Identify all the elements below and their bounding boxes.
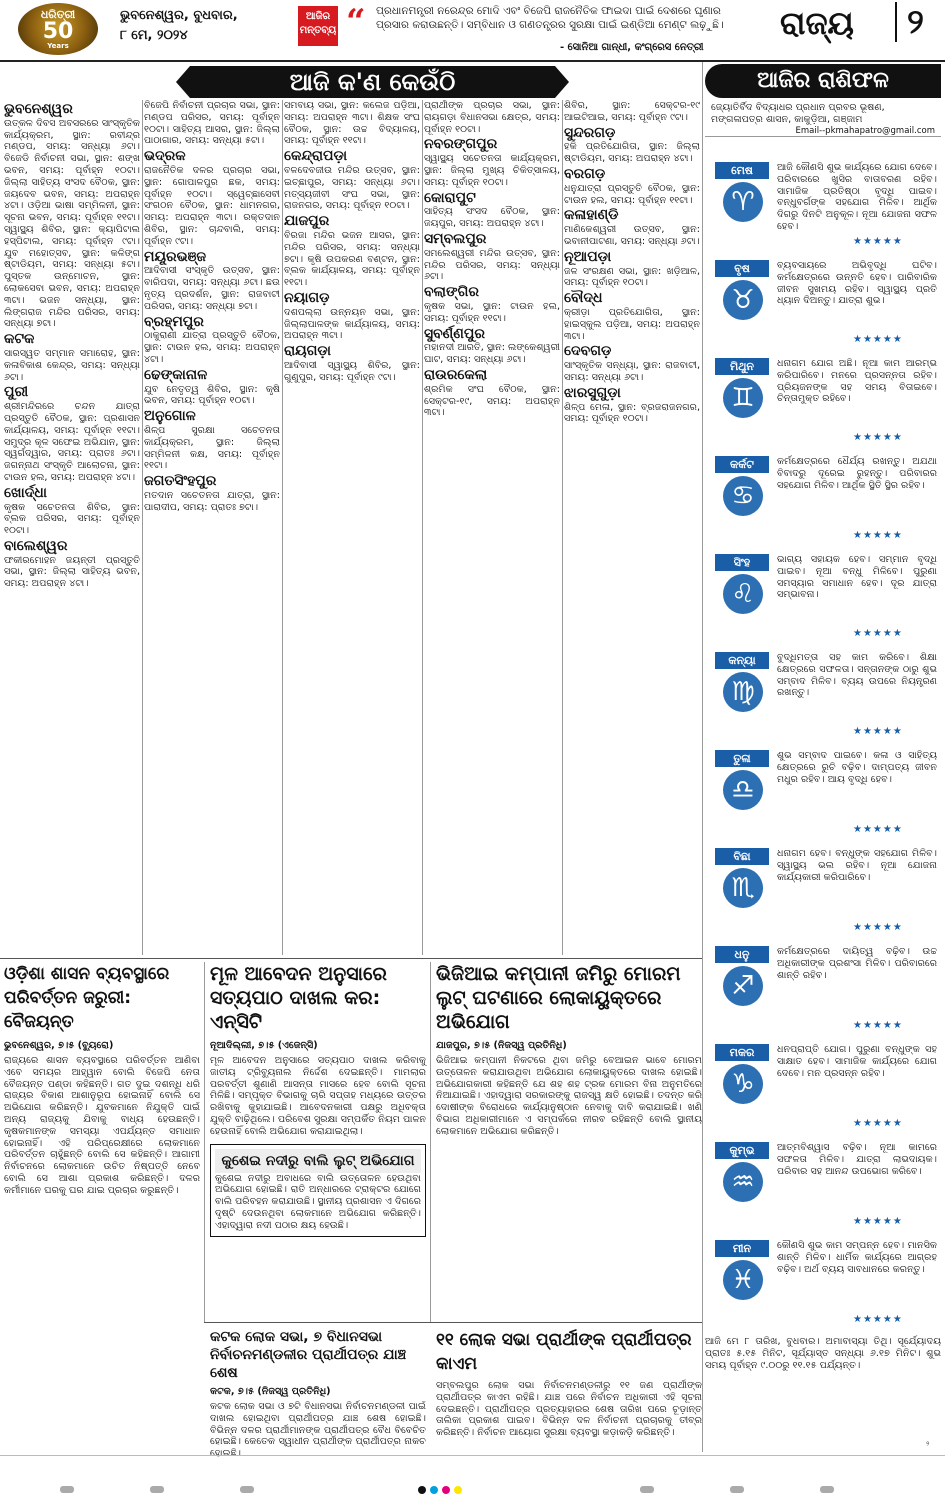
logo-years: Years: [47, 42, 69, 50]
story-body: ରାଜ୍ୟରେ ଶାସନ ବ୍ୟବସ୍ଥାରେ ପରିବର୍ତ୍ତନ ଆଣିବା ଏବେ ସମୟର ଆହ୍ୱାନ ବୋଲି ବିଜେପି ନେତା ବୈଜୟନ୍ତ ପଣ୍ଡା କହିଛନ୍ତି। ଗତ ଦୁଇ ଦଶନ୍ଧି ଧରି ରାଜ୍ୟର ବିକାଶ ଆଶାନୁରୂପ ହୋଇନାହିଁ ବୋଲି ସେ ଅଭିଯୋଗ କରିଛନ୍ତି। ଯୁବକମାନେ ନିଯୁକ୍ତି ପାଇଁ ଅନ୍ୟ ରାଜ୍ୟକୁ ଯିବାକୁ ବାଧ୍ୟ ହେଉଛନ୍ତି। କୃଷକମାନଙ୍କ ସମସ୍ୟା ଏପର୍ଯ୍ୟନ୍ତ ସମାଧାନ ହୋଇନାହିଁ। ଏହି ପରିପ୍ରେକ୍ଷୀରେ ଲୋକମାନେ ପରିବର୍ତ୍ତନ ଚାହୁଁଛନ୍ତି ବୋଲି ସେ କହିଛନ୍ତି। ଆଗାମୀ ନିର୍ବାଚନରେ ଲୋକମାନେ ଉଚିତ ନିଷ୍ପତ୍ତି ନେବେ ବୋଲି ସେ ଆଶା ପ୍ରକାଶ କରିଛନ୍ତି। ଦଳର କର୍ମୀମାନେ ଘରକୁ ଘର ଯାଇ ପ୍ରଚାର କରୁଛନ୍ତି।: [4, 1055, 200, 1196]
listing-column: [424, 100, 560, 955]
event-listing: [4, 100, 700, 955]
event-entry: କୃଷକ ସଚେତନତା ଶିବିର, ସ୍ଥାନ: ବ୍ଲକ ପରିସର, ସମୟ: ପୂର୍ବାହ୍ନ ୧୦ଟା।: [4, 501, 140, 537]
zodiac-forecast: ଧନାଗମ ଯୋଗ ଅଛି। ନୂଆ କାମ ଆରମ୍ଭ କରିପାରିବେ। ମନରେ ପ୍ରସନ୍ନତା ରହିବ। ପ୍ରିୟଜନଙ୍କ ସହ ସମୟ ବିତାଇବେ। ଚିନ୍ତାମୁକ୍ତ ରହିବେ।: [777, 358, 937, 405]
zodiac-entry: [705, 750, 941, 844]
event-entry: ଶିଳ୍ପ ମେଳା, ସ୍ଥାନ: ବ୍ରଜରାଜନଗର, ସମୟ: ପୂର୍ବାହ୍ନ ୧୦ଟା।: [564, 401, 700, 425]
event-entry: ସାରସ୍ୱତ ସମ୍ମାନ ସମାରୋହ, ସ୍ଥାନ: କଳାବିକାଶ କେନ୍ଦ୍ର, ସମୟ: ସନ୍ଧ୍ୟା ୬ଟା।: [4, 347, 140, 383]
rating-stars-icon: ★★★★★: [853, 1216, 903, 1227]
rating-stars-icon: ★★★★★: [853, 334, 903, 345]
date-line-1: ଭୁବନେଶ୍ୱର, ବୁଧବାର,: [120, 8, 238, 23]
zodiac-sign-icon: ♒: [723, 1162, 763, 1202]
district-heading: ବ୍ରହ୍ମପୁର: [144, 313, 204, 330]
listing-banner: ଆଜି କ'ଣ କେଉଁଠି: [190, 66, 555, 98]
section-rule: [204, 1322, 702, 1323]
story-body: ମୂଳ ଆବେଦନ ଅନୁସାରେ ସତ୍ୟପାଠ ଦାଖଲ କରିବାକୁ ଜାତୀୟ ଟ୍ରିବ୍ୟୁନାଲ ନିର୍ଦ୍ଦେଶ ଦେଇଛନ୍ତି। ମାମଲାର ପରବର୍ତ୍ତୀ ଶୁଣାଣି ଆସନ୍ତା ମାସରେ ହେବ ବୋଲି ସୂଚନା ମିଳିଛି। ସମ୍ପୃକ୍ତ ବିଭାଗକୁ ଚାରି ସପ୍ତାହ ମଧ୍ୟରେ ଉତ୍ତର ରଖିବାକୁ କୁହାଯାଇଛି। ଆବେଦନକାରୀ ପକ୍ଷରୁ ଅଧିବକ୍ତା ଯୁକ୍ତି ବାଢ଼ିଥିଲେ। ପରିବେଶ ସୁରକ୍ଷା ସମ୍ପର୍କିତ ନିୟମ ପାଳନ ହେଉନାହିଁ ବୋଲି ଅଭିଯୋଗ କରାଯାଇଥିଲା।: [210, 1055, 426, 1137]
quote-tag: ଆଜିର ମନ୍ତବ୍ୟ: [298, 6, 338, 46]
event-entry: କ୍ରୀଡ଼ା ପ୍ରତିଯୋଗିତା, ସ୍ଥାନ: ହାଇସ୍କୁଲ ପଡ଼ିଆ, ସମୟ: ଅପରାହ୍ନ ୩ଟା।: [564, 306, 700, 342]
rating-stars-icon: ★★★★★: [853, 824, 903, 835]
story-body: କୁଶେଇ ନଦୀରୁ ଅବାଧରେ ବାଲି ଉତ୍ତୋଳନ ହେଉଥିବା ଅଭିଯୋଗ ହୋଇଛି। ରାତି ଅନ୍ଧାରରେ ଟ୍ରାକ୍ଟର ଯୋଗେ ବାଲି ପରିବହନ କରାଯାଉଛି। ସ୍ଥାନୀୟ ପ୍ରଶାସନ ଏ ଦିଗରେ ଦୃଷ୍ଟି ଦେଉନଥିବା ଲୋକମାନେ ଅଭିଯୋଗ କରିଛନ୍ତି। ଏହାଦ୍ୱାରା ନଦୀ ପଠାର କ୍ଷୟ ହେଉଛି।: [215, 1172, 421, 1231]
zodiac-label: ସିଂହ: [715, 554, 769, 571]
registration-dot: [418, 1486, 426, 1494]
quote-mark-icon: “: [346, 2, 366, 42]
zodiac-entry: [705, 1240, 941, 1334]
story-headline: କୁଶେଇ ନଦୀରୁ ବାଲି ଲୁଟ୍ ଅଭିଯୋଗ: [215, 1149, 421, 1173]
rating-stars-icon: ★★★★★: [853, 236, 903, 247]
district-heading: ଖୋର୍ଦ୍ଧା: [4, 484, 47, 501]
zodiac-forecast: ବୁଦ୍ଧିମତ୍ତା ସହ କାମ କରିବେ। ଶିକ୍ଷା କ୍ଷେତ୍ରରେ ସଫଳତା। ସନ୍ତାନଙ୍କ ଠାରୁ ଶୁଭ ସମ୍ବାଦ ମିଳିବ। ବ୍ୟୟ ଉପରେ ନିୟନ୍ତ୍ରଣ ରଖନ୍ତୁ।: [777, 652, 937, 699]
zodiac-sign-icon: ♌: [723, 574, 763, 614]
column-rule: [282, 100, 283, 955]
district-heading: ଅନୁଗୋଳ: [144, 408, 196, 425]
event-entry: ଶ୍ରୀମନ୍ଦିରରେ ଚନ୍ଦନ ଯାତ୍ରା ପ୍ରସ୍ତୁତି ବୈଠକ, ସ୍ଥାନ: ପ୍ରଶାସନ କାର୍ଯ୍ୟାଳୟ, ସମୟ: ପୂର୍ବାହ୍ନ ୧୧ଟା। ସମୁଦ୍ର କୂଳ ସଫେଇ ଅଭିଯାନ, ସ୍ଥାନ: ସ୍ୱର୍ଗଦ୍ୱାର, ସମୟ: ପ୍ରାତଃ ୬ଟା। ଜଗନ୍ନାଥ ସଂସ୍କୃତି ଆଲୋଚନା, ସ୍ଥାନ: ଟାଉନ ହଲ, ସମୟ: ଅପରାହ୍ନ ୪ଟା।: [4, 401, 140, 483]
event-entry: ବିଜେପି ନିର୍ବାଚନୀ ପ୍ରଚାର ସଭା, ସ୍ଥାନ: ମଣ୍ଡପ ପରିସର, ସମୟ: ପୂର୍ବାହ୍ନ ୧୦ଟା। ସାହିତ୍ୟ ଆସର, ସ୍ଥାନ: ଜିଲ୍ଲା ପାଠାଗାର, ସମୟ: ସନ୍ଧ୍ୟା ୫ଟା।: [144, 100, 280, 147]
story-body: ସମ୍ବଲପୁର ଲୋକ ସଭା ନିର୍ବାଚନମଣ୍ଡଳୀରୁ ୧୧ ଜଣ ପ୍ରାର୍ଥୀଙ୍କ ପ୍ରାର୍ଥୀପତ୍ର କାଏମ ରହିଛି। ଯାଞ୍ଚ ପରେ ନିର୍ବାଚନ ଅଧିକାରୀ ଏହି ସୂଚନା ଦେଇଛନ୍ତି। ପ୍ରାର୍ଥୀପତ୍ର ପ୍ରତ୍ୟାହାରର ଶେଷ ତାରିଖ ପରେ ଚୂଡ଼ାନ୍ତ ତାଲିକା ପ୍ରକାଶ ପାଇବ। ବିଭିନ୍ନ ଦଳ ନିର୍ବାଚନୀ ପ୍ରଚାରକୁ ତୀବ୍ର କରିଛନ୍ତି। ନିର୍ବାଚନ ଆୟୋଗ ସୁରକ୍ଷା ବ୍ୟବସ୍ଥା କଡ଼ାକଡ଼ି କରିଛନ୍ତି।: [436, 1380, 702, 1439]
story-byline: କଟକ, ୭।୫ (ନିଜସ୍ୱ ପ୍ରତିନିଧି): [210, 1386, 331, 1397]
district-heading: ବରଗଡ଼: [564, 165, 606, 182]
zodiac-forecast: କର୍ମକ୍ଷେତ୍ରରେ ଧୈର୍ଯ୍ୟ ରଖନ୍ତୁ। ଅଯଥା ବିବାଦରୁ ଦୂରେଇ ରୁହନ୍ତୁ। ପରିବାରର ସହଯୋଗ ମିଳିବ। ଆର୍ଥିକ ସ୍ଥିତି ସ୍ଥିର ରହିବ।: [777, 456, 937, 491]
zodiac-label: ମିଥୁନ: [715, 358, 769, 375]
story-headline: କଟକ ଲୋକ ସଭା, ୭ ବିଧାନସଭା ନିର୍ବାଚନମଣ୍ଡଳୀର ପ୍ରାର୍ଥୀପତ୍ର ଯାଞ୍ଚ ଶେଷ: [210, 1329, 407, 1381]
story-headline: ଭିଜିଆଇ କମ୍ପାନୀ ଜମିରୁ ମୋରମ ଲୁଟ୍ ଘଟଣାରେ ଲୋକାୟୁକ୍ତରେ ଅଭିଯୋଗ: [436, 963, 681, 1033]
zodiac-sign-icon: ♋: [723, 476, 763, 516]
zodiac-sign-icon: ♏: [723, 868, 763, 908]
zodiac-sign-icon: ♉: [723, 280, 763, 320]
event-entry: ସମଲେଶ୍ୱରୀ ମନ୍ଦିର ଉତ୍ସବ, ସ୍ଥାନ: ମନ୍ଦିର ପରିସର, ସମୟ: ସନ୍ଧ୍ୟା ୬ଟା।: [424, 247, 560, 283]
masthead: [0, 0, 945, 62]
district-heading: ମୟୂରଭଞ୍ଜ: [144, 248, 207, 265]
district-heading: ନୟାଗଡ଼: [284, 289, 330, 306]
event-entry: କୃଷକ ସଭା, ସ୍ଥାନ: ଟାଉନ ହଲ, ସମୟ: ପୂର୍ବାହ୍ନ ୧୧ଟା।: [424, 300, 560, 324]
district-heading: ସୁନ୍ଦରଗଡ଼: [564, 124, 616, 141]
column-rule: [430, 962, 431, 1322]
logo-number: 50: [42, 19, 74, 44]
zodiac-label: ତୁଳା: [715, 750, 769, 767]
zodiac-sign-icon: ♍: [723, 672, 763, 712]
district-heading: କଟକ: [4, 331, 35, 348]
column-rule: [562, 100, 563, 955]
listing-column: [284, 100, 420, 955]
district-heading: ସମ୍ବଲପୁର: [424, 230, 487, 247]
section-rule: [0, 958, 702, 959]
event-entry: ଆଦିବାସୀ ସ୍ୱାସ୍ଥ୍ୟ ଶିବିର, ସ୍ଥାନ: ଗୁଣୁପୁର, ସମୟ: ପୂର୍ବାହ୍ନ ୯ଟା।: [284, 359, 420, 383]
column-rule: [142, 100, 143, 955]
event-entry: ସାଂସ୍କୃତିକ ସନ୍ଧ୍ୟା, ସ୍ଥାନ: ରାଜବାଟୀ, ସମୟ: ସନ୍ଧ୍ୟା ୬ଟା।: [564, 360, 700, 383]
zodiac-sign-icon: ♐: [723, 966, 763, 1006]
quote-attribution: - ସୋନିଆ ଗାନ୍ଧୀ, କଂଗ୍ରେସ ନେତ୍ରୀ: [560, 42, 704, 53]
event-entry: ଧନୁଯାତ୍ରା ପ୍ରସ୍ତୁତି ବୈଠକ, ସ୍ଥାନ: ଟାଉନ ହଲ, ସମୟ: ପୂର୍ବାହ୍ନ ୧୧ଟା।: [564, 182, 700, 206]
zodiac-entry: [705, 456, 941, 550]
zodiac-label: ମେଷ: [715, 162, 769, 179]
event-entry: ମତଦାନ ସଚେତନତା ଯାତ୍ରା, ସ୍ଥାନ: ପାରାଦୀପ, ସମୟ: ପ୍ରାତଃ ୭ଟା।: [144, 489, 280, 513]
rating-stars-icon: ★★★★★: [853, 922, 903, 933]
page-number: ୨: [895, 2, 924, 42]
registration-dot: [454, 1486, 462, 1494]
district-heading: ବାଲେଶ୍ୱର: [4, 537, 68, 554]
zodiac-label: କର୍କଟ: [715, 456, 769, 473]
print-registration-bar: [0, 1455, 945, 1498]
zodiac-label: କୁମ୍ଭ: [715, 1142, 769, 1159]
story-byline: ନୂଆଦିଲ୍ଲୀ, ୭।୫ (ଏଜେନ୍ସି): [210, 1040, 318, 1051]
event-entry: ଶ୍ରମିକ ସଂଘ ବୈଠକ, ସ୍ଥାନ: ସେକ୍ଟର-୧୯, ସମୟ: ଅପରାହ୍ନ ୩ଟା।: [424, 383, 560, 419]
zodiac-sign-icon: ♊: [723, 378, 763, 418]
zodiac-forecast: କୌଣସି ଶୁଭ କାମ ସମ୍ପନ୍ନ ହେବ। ମାନସିକ ଶାନ୍ତି ମିଳିବ। ଧାର୍ମିକ କାର୍ଯ୍ୟରେ ଆଗ୍ରହ ବଢ଼ିବ। ଅର୍ଥ ବ୍ୟୟ ସାବଧାନରେ କରନ୍ତୁ।: [777, 1240, 937, 1275]
story-ngt: [210, 962, 426, 1237]
zodiac-entry: [705, 358, 941, 452]
dateline: [120, 6, 238, 46]
registration-mark: [640, 1486, 654, 1493]
district-heading: ଭୁବନେଶ୍ୱର: [4, 101, 73, 117]
zodiac-forecast: ଧନାଗମ ହେବ। ବନ୍ଧୁଙ୍କ ସହଯୋଗ ମିଳିବ। ସ୍ୱାସ୍ଥ୍ୟ ଭଲ ରହିବ। ନୂଆ ଯୋଜନା କାର୍ଯ୍ୟକାରୀ କରିପାରିବେ।: [777, 848, 937, 883]
zodiac-label: କନ୍ୟା: [715, 652, 769, 669]
event-entry: ମାଣିକେଶ୍ୱରୀ ଉତ୍ସବ, ସ୍ଥାନ: ଭବାନୀପାଟଣା, ସମୟ: ସନ୍ଧ୍ୟା ୬ଟା।: [564, 224, 700, 247]
zodiac-forecast: ଧନପ୍ରାପ୍ତି ଯୋଗ। ପୁରୁଣା ବନ୍ଧୁଙ୍କ ସହ ସାକ୍ଷାତ ହେବ। ସାମାଜିକ କାର୍ଯ୍ୟରେ ଯୋଗ ଦେବେ। ମନ ପ୍ରସନ୍ନ ରହିବ।: [777, 1044, 937, 1079]
event-entry: ସ୍ୱାସ୍ଥ୍ୟ ସଚେତନତା କାର୍ଯ୍ୟକ୍ରମ, ସ୍ଥାନ: ଜିଲ୍ଲା ମୁଖ୍ୟ ଚିକିତ୍ସାଳୟ, ସମୟ: ପୂର୍ବାହ୍ନ ୧୦ଟା।: [424, 153, 560, 188]
listing-column: [144, 100, 280, 955]
event-entry: ଯୁବ ନେତୃତ୍ୱ ଶିବିର, ସ୍ଥାନ: କୃଷି ଭବନ, ସମୟ: ପୂର୍ବାହ୍ନ ୧୦ଟା।: [144, 383, 280, 407]
story-headline: ୧୧ ଲୋକ ସଭା ପ୍ରାର୍ଥୀଙ୍କ ପ୍ରାର୍ଥୀପତ୍ର କାଏମ: [436, 1330, 692, 1374]
district-heading: ନୂଆପଡ଼ା: [564, 248, 612, 265]
zodiac-sign-icon: ♎: [723, 770, 763, 810]
rating-stars-icon: ★★★★★: [853, 628, 903, 639]
horoscope-byline: ଜ୍ୟୋତିର୍ବିଦ ବିଦ୍ୟାଧର ପ୍ରଧାନ ପ୍ରବର ଭୂଷଣ, ମଙ୍ଗଳାପତ୍ର ଶାସନ, କାକୁଡ଼ିଆ, ଗଞ୍ଜାମ: [711, 102, 885, 125]
event-entry: ବିରଜା ମନ୍ଦିର ଭଜନ ଆସର, ସ୍ଥାନ: ମନ୍ଦିର ପରିସର, ସମୟ: ସନ୍ଧ୍ୟା ୭ଟା। କୃଷି ଉପକରଣ ବଣ୍ଟନ, ସ୍ଥାନ: ବ୍ଲକ କାର୍ଯ୍ୟାଳୟ, ସମୟ: ପୂର୍ବାହ୍ନ ୧୧ଟା।: [284, 229, 420, 289]
story-body: କଟକ ଲୋକ ସଭା ଓ ୭ଟି ବିଧାନସଭା ନିର୍ବାଚନମଣ୍ଡଳୀ ପାଇଁ ଦାଖଲ ହୋଇଥିବା ପ୍ରାର୍ଥୀପତ୍ର ଯାଞ୍ଚ ଶେଷ ହୋଇଛି। ବିଭିନ୍ନ ଦଳର ପ୍ରାର୍ଥୀମାନଙ୍କ ପ୍ରାର୍ଥୀପତ୍ର ବୈଧ ବିବେଚିତ ହୋଇଛି। କେତେକ ସ୍ୱାଧୀନ ପ୍ରାର୍ଥୀଙ୍କ ପ୍ରାର୍ଥୀପତ୍ର ନାକଚ ହୋଇଛି।: [210, 1401, 426, 1460]
zodiac-forecast: ଶୁଭ ସମ୍ବାଦ ପାଇବେ। କଳା ଓ ସାହିତ୍ୟ କ୍ଷେତ୍ରରେ ରୁଚି ବଢ଼ିବ। ଦାମ୍ପତ୍ୟ ଜୀବନ ମଧୁର ରହିବ। ଆୟ ବୃଦ୍ଧି ହେବ।: [777, 750, 937, 785]
zodiac-sign-icon: ♑: [723, 1064, 763, 1104]
horoscope-email: Email--pkmahapatro@gmail.com: [705, 126, 941, 137]
story-vgi: [436, 962, 702, 1138]
zodiac-label: ମୀନ: [715, 1240, 769, 1257]
district-heading: ପୁରୀ: [4, 384, 29, 401]
logo-title: ଧରିତ୍ରୀ: [40, 8, 76, 21]
column-rule: [422, 100, 423, 955]
zodiac-entry: [705, 1142, 941, 1236]
story-governance: [4, 962, 200, 1197]
story-body: ଭିଜିଆଇ କମ୍ପାନୀ ନିକଟରେ ଥିବା ଜମିରୁ ବେଆଇନ ଭାବେ ମୋରମ ଉତ୍ତୋଳନ କରାଯାଉଥିବା ଅଭିଯୋଗ ଲୋକାୟୁକ୍ତରେ ଦାଖଲ ହୋଇଛି। ଅଭିଯୋଗକାରୀ କହିଛନ୍ତି ଯେ ଶହ ଶହ ଟ୍ରକ ମୋରମ ବିନା ଅନୁମତିରେ ନିଆଯାଇଛି। ଏହାଦ୍ୱାରା ସରକାରଙ୍କୁ ରାଜସ୍ୱ କ୍ଷତି ହୋଇଛି। ତଦନ୍ତ କରି ଦୋଷୀଙ୍କ ବିରୋଧରେ କାର୍ଯ୍ୟାନୁଷ୍ଠାନ ନେବାକୁ ଦାବି କରାଯାଇଛି। ଖଣି ବିଭାଗ ଅଧିକାରୀମାନେ ଏ ସମ୍ପର୍କରେ ନୀରବ ରହିଛନ୍ତି ବୋଲି ସ୍ଥାନୀୟ ଲୋକମାନେ ଅଭିଯୋଗ କରିଛନ୍ତି।: [436, 1055, 702, 1137]
event-entry: ପ୍ରାର୍ଥୀଙ୍କ ପ୍ରଚାର ସଭା, ସ୍ଥାନ: ରାୟଗଡ଼ା ବିଧାନସଭା କ୍ଷେତ୍ର, ସମୟ: ପୂର୍ବାହ୍ନ ୧୦ଟା।: [424, 100, 560, 135]
registration-mark: [150, 1486, 164, 1493]
zodiac-sign-icon: ♓: [723, 1260, 763, 1300]
story-cuttack-nominations: [210, 1328, 426, 1460]
registration-dot: [430, 1486, 438, 1494]
event-entry: ଫକୀରମୋହନ ଜୟନ୍ତୀ ପ୍ରସ୍ତୁତି ସଭା, ସ୍ଥାନ: ଜିଲ୍ଲା ସାହିତ୍ୟ ଭବନ, ସମୟ: ଅପରାହ୍ନ ୪ଟା।: [4, 554, 140, 590]
event-entry: ବଳଦେବଜୀଉ ମନ୍ଦିର ଉତ୍ସବ, ସ୍ଥାନ: ଇଚ୍ଛାପୁର, ସମୟ: ସନ୍ଧ୍ୟା ୬ଟା। ମତ୍ସ୍ୟଜୀବୀ ସଂଘ ସଭା, ସ୍ଥାନ: ରାଜନଗର, ସମୟ: ପୂର୍ବାହ୍ନ ୧୦ଟା।: [284, 164, 420, 212]
event-entry: ଶିଳ୍ପ ସୁରକ୍ଷା ସଚେତନତା କାର୍ଯ୍ୟକ୍ରମ, ସ୍ଥାନ: ଜିଲ୍ଲା ସମ୍ମିଳନୀ କକ୍ଷ, ସମୟ: ପୂର୍ବାହ୍ନ ୧୧ଟା।: [144, 424, 280, 472]
rating-stars-icon: ★★★★★: [853, 530, 903, 541]
event-entry: ସମବାୟ ସଭା, ସ୍ଥାନ: କଲେଜ ପଡ଼ିଆ, ସମୟ: ଅପରାହ୍ନ ୩ଟା। ଶିକ୍ଷକ ସଂଘ ବୈଠକ, ସ୍ଥାନ: ଉଚ୍ଚ ବିଦ୍ୟାଳୟ, ସମୟ: ପୂର୍ବାହ୍ନ ୧୧ଟା।: [284, 100, 420, 147]
bottom-stories: [4, 962, 704, 1460]
zodiac-forecast: କର୍ମକ୍ଷେତ୍ରରେ ଦାୟିତ୍ୱ ବଢ଼ିବ। ଉଚ୍ଚ ଅଧିକାରୀଙ୍କ ପ୍ରଶଂସା ମିଳିବ। ପରିବାରରେ ଶାନ୍ତି ରହିବ।: [777, 946, 937, 981]
event-entry: ମହାନଦୀ ଆରତି, ସ୍ଥାନ: ଲଙ୍କେଶ୍ୱରୀ ଘାଟ, ସମୟ: ସନ୍ଧ୍ୟା ୬ଟା।: [424, 342, 560, 366]
event-entry: ସାହିତ୍ୟ ସଂସଦ ବୈଠକ, ସ୍ଥାନ: ଜୟପୁର, ସମୟ: ଅପରାହ୍ନ ୪ଟା।: [424, 206, 560, 230]
event-entry: ହକି ପ୍ରତିଯୋଗିତା, ସ୍ଥାନ: ଜିଲ୍ଲା ଷ୍ଟାଡିୟମ, ସମୟ: ଅପରାହ୍ନ ୪ଟା।: [564, 141, 700, 165]
zodiac-forecast: ଆତ୍ମବିଶ୍ୱାସ ବଢ଼ିବ। ନୂଆ କାମରେ ସଫଳତା ମିଳିବ। ଯାତ୍ରା ଲାଭଦାୟକ। ପରିବାର ସହ ଆନନ୍ଦ ଉପଭୋଗ କରିବେ।: [777, 1142, 937, 1177]
district-heading: ବଲାଙ୍ଗିର: [424, 284, 479, 301]
rating-stars-icon: ★★★★★: [853, 432, 903, 443]
district-heading: ଯାଜପୁର: [284, 213, 330, 230]
district-heading: ସୁବର୍ଣ୍ଣପୁର: [424, 325, 485, 342]
district-heading: କେନ୍ଦ୍ରାପଡ଼ା: [284, 148, 348, 165]
listing-column: [564, 100, 700, 955]
story-headline: ମୂଳ ଆବେଦନ ଅନୁସାରେ ସତ୍ୟପାଠ ଦାଖଲ କର: ଏନ୍‌ସିଟି: [210, 963, 387, 1033]
zodiac-entry: [705, 1044, 941, 1138]
event-entry: ରାଜନୈତିକ ଦଳର ପ୍ରଚାର ସଭା, ସ୍ଥାନ: ଗୋପାଳପୁର ଛକ, ସମୟ: ପୂର୍ବାହ୍ନ ୧୦ଟା। ସ୍ୱେଚ୍ଛାସେବୀ ସଂଗଠନ ବୈଠକ, ସ୍ଥାନ: ଧାମନଗର, ସମୟ: ଅପରାହ୍ନ ୩ଟା। ରକ୍ତଦାନ ଶିବିର, ସ୍ଥାନ: ଚାନ୍ଦବାଲି, ସମୟ: ପୂର୍ବାହ୍ନ ୯ଟା।: [144, 164, 280, 247]
event-entry: ଆଦିବାସୀ ସଂସ୍କୃତି ଉତ୍ସବ, ସ୍ଥାନ: ବାରିପଦା, ସମୟ: ସନ୍ଧ୍ୟା ୬ଟା। ଛଉ ନୃତ୍ୟ ପ୍ରଦର୍ଶନ, ସ୍ଥାନ: ରାଜବାଟୀ ପରିସର, ସମୟ: ସନ୍ଧ୍ୟା ୭ଟା।: [144, 265, 280, 312]
zodiac-label: ବିଛା: [715, 848, 769, 865]
registration-mark: [820, 1486, 834, 1493]
district-heading: ଝାରସୁଗୁଡ଼ା: [564, 384, 621, 401]
event-entry: ଜଳ ସଂରକ୍ଷଣ ସଭା, ସ୍ଥାନ: ଖଡ଼ିଆଳ, ସମୟ: ପୂର୍ବାହ୍ନ ୧୦ଟା।: [564, 265, 700, 289]
district-heading: ଢେଙ୍କାନାଳ: [144, 366, 208, 383]
zodiac-forecast: ଭାଗ୍ୟ ସହାୟକ ହେବ। ସମ୍ମାନ ବୃଦ୍ଧି ପାଇବ। ନୂଆ ବନ୍ଧୁ ମିଳିବେ। ପୁରୁଣା ସମସ୍ୟାର ସମାଧାନ ହେବ। ଦୂର ଯାତ୍ରା ସମ୍ଭାବନା।: [777, 554, 937, 601]
registration-dot: [442, 1486, 450, 1494]
district-heading: ନବରଙ୍ଗପୁର: [424, 136, 498, 153]
story-box-sand: [210, 1144, 426, 1237]
date-line-2: ୮ ମେ, ୨୦୨୪: [120, 28, 188, 43]
event-entry: ଉତ୍କଳ ଦିବସ ଅବସରରେ ସାଂସ୍କୃତିକ କାର୍ଯ୍ୟକ୍ରମ, ସ୍ଥାନ: ରବୀନ୍ଦ୍ର ମଣ୍ଡପ, ସମୟ: ସନ୍ଧ୍ୟା ୬ଟା। ବିଜେଡି ନିର୍ବାଚନୀ ସଭା, ସ୍ଥାନ: ଶଙ୍ଖ ଭବନ, ସମୟ: ପୂର୍ବାହ୍ନ ୧୦ଟା। ଜିଲ୍ଲା ସାହିତ୍ୟ ସଂସଦ ବୈଠକ, ସ୍ଥାନ: ଜୟଦେବ ଭବନ, ସମୟ: ଅପରାହ୍ନ ୪ଟା। ଓଡ଼ିଆ ଭାଷା ସମ୍ମିଳନୀ, ସ୍ଥାନ: ସୂଚନା ଭବନ, ସମୟ: ପୂର୍ବାହ୍ନ ୧୧ଟା। ସ୍ୱାସ୍ଥ୍ୟ ଶିବିର, ସ୍ଥାନ: କ୍ୟାପିଟାଲ ହସ୍ପିଟାଲ, ସମୟ: ପୂର୍ବାହ୍ନ ୯ଟା। ଯୁବ ମହୋତ୍ସବ, ସ୍ଥାନ: କଳିଙ୍ଗ ଷ୍ଟାଡିୟମ, ସମୟ: ସନ୍ଧ୍ୟା ୫ଟା। ପୁସ୍ତକ ଉନ୍ମୋଚନ, ସ୍ଥାନ: ଲୋକସେବା ଭବନ, ସମୟ: ଅପରାହ୍ନ ୩ଟା। ଭଜନ ସନ୍ଧ୍ୟା, ସ୍ଥାନ: ଲିଙ୍ଗରାଜ ମନ୍ଦିର ପରିସର, ସମୟ: ସନ୍ଧ୍ୟା ୭ଟା।: [4, 117, 140, 330]
story-11-candidates: [436, 1328, 702, 1439]
zodiac-label: ବୃଷ: [715, 260, 769, 277]
district-heading: ରାୟଗଡ଼ା: [284, 343, 331, 360]
horoscope-title: ଆଜିର ରାଶିଫଳ: [705, 64, 941, 98]
zodiac-entry: [705, 260, 941, 354]
district-heading: କଳାହାଣ୍ଡି: [564, 207, 619, 224]
rating-stars-icon: ★★★★★: [853, 1020, 903, 1031]
rating-stars-icon: ★★★★★: [853, 726, 903, 737]
zodiac-forecast: ଆଜି କୌଣସି ଶୁଭ କାର୍ଯ୍ୟରେ ଯୋଗ ଦେବେ। ପରିବାରରେ ଖୁସିର ବାତାବରଣ ରହିବ। ସାମାଜିକ ପ୍ରତିଷ୍ଠା ବୃଦ୍ଧି ପାଇବ। ବନ୍ଧୁବର୍ଗଙ୍କ ସହଯୋଗ ମିଳିବ। ଆର୍ଥିକ ଦିଗରୁ ଦିନଟି ଅନୁକୂଳ। ନୂଆ ଯୋଜନା ସଫଳ ହେବ।: [777, 162, 937, 232]
zodiac-entry: [705, 162, 941, 256]
anniversary-logo: [18, 3, 98, 55]
registration-mark: [730, 1486, 744, 1493]
district-heading: କୋରାପୁଟ: [424, 189, 476, 206]
rating-stars-icon: ★★★★★: [853, 1118, 903, 1129]
registration-mark: [240, 1486, 254, 1493]
event-entry: ଦଶପଲ୍ଲା ଉନ୍ନୟନ ସଭା, ସ୍ଥାନ: ଜିଲ୍ଲାପାଳଙ୍କ କାର୍ଯ୍ୟାଳୟ, ସମୟ: ଅପରାହ୍ନ ୩ଟା।: [284, 306, 420, 342]
district-heading: ଭଦ୍ରକ: [144, 148, 186, 165]
horoscope-panel: [705, 64, 941, 1434]
rating-stars-icon: ★★★★★: [853, 1314, 903, 1325]
district-heading: ଦେବଗଡ଼: [564, 343, 612, 360]
district-heading: ଜଗତସିଂହପୁର: [144, 473, 217, 490]
story-headline: ଓଡ଼ିଶା ଶାସନ ବ୍ୟବସ୍ଥାରେ ପରିବର୍ତ୍ତନ ଜରୁରୀ: ବୈଜୟନ୍ତ: [4, 964, 170, 1032]
corner-number: ୨: [926, 1440, 930, 1448]
zodiac-sign-icon: ♈: [723, 182, 763, 222]
zodiac-forecast: ବ୍ୟବସାୟରେ ଅଭିବୃଦ୍ଧି ଘଟିବ। କର୍ମକ୍ଷେତ୍ରରେ ଉନ୍ନତି ହେବ। ପାରିବାରିକ ଜୀବନ ସୁଖମୟ ରହିବ। ସ୍ୱାସ୍ଥ୍ୟ ପ୍ରତି ଧ୍ୟାନ ଦିଅନ୍ତୁ। ଯାତ୍ରା ଶୁଭ।: [777, 260, 937, 307]
registration-mark: [60, 1486, 74, 1493]
story-byline: ଭୁବନେଶ୍ୱର, ୭।୫ (ବ୍ୟୁରୋ): [4, 1040, 114, 1051]
event-entry: ଶିବିର, ସ୍ଥାନ: ସେକ୍ଟର-୧୯ ଆଇଟିଆଇ, ସମୟ: ପୂର୍ବାହ୍ନ ୯ଟା।: [564, 100, 700, 123]
zodiac-entry: [705, 848, 941, 942]
district-heading: ବୌଦ୍ଧ: [564, 290, 603, 307]
zodiac-label: ମକର: [715, 1044, 769, 1061]
zodiac-entry: [705, 554, 941, 648]
quote-text: ପ୍ରଧାନମନ୍ତ୍ରୀ ନରେନ୍ଦ୍ର ମୋଦି ଏବଂ ବିଜେପି ରାଜନୈତିକ ଫାଇଦା ପାଇଁ ଦେଶରେ ଘୃଣାର ପ୍ରସାର କରାଉଛନ୍ତି। ସମ୍ବିଧାନ ଓ ଗଣତନ୍ତ୍ରର ସୁରକ୍ଷା ପାଇଁ ଇଣ୍ଡିଆ ମେଣ୍ଟ ଲଢ଼ୁଛି।: [376, 5, 724, 31]
event-entry: ଠାକୁରାଣୀ ଯାତ୍ରା ପ୍ରସ୍ତୁତି ବୈଠକ, ସ୍ଥାନ: ଟାଉନ ହଲ, ସମୟ: ଅପରାହ୍ନ ୪ଟା।: [144, 330, 280, 365]
section-name: ରାଜ୍ୟ: [780, 4, 854, 42]
panchang-text: ଆଜି ମେ ୮ ତାରିଖ, ବୁଧବାର। ଅମାବାସ୍ୟା ତିଥି। ସୂର୍ଯ୍ୟୋଦୟ ପ୍ରାତଃ ୫.୧୫ ମିନିଟ, ସୂର୍ଯ୍ୟାସ୍ତ ସନ୍ଧ୍ୟା ୬.୧୭ ମିନିଟ। ଶୁଭ ସମୟ ପୂର୍ବାହ୍ନ ୯.୦୦ରୁ ୧୧.୧୫ ପର୍ଯ୍ୟନ୍ତ।: [705, 1336, 941, 1371]
column-rule: [204, 962, 205, 1322]
story-byline: ଯାଜପୁର, ୭।୫ (ନିଜସ୍ୱ ପ୍ରତିନିଧି): [436, 1040, 567, 1051]
district-heading: ରାଉରକେଲା: [424, 366, 488, 383]
listing-column: [4, 100, 140, 955]
zodiac-label: ଧନୁ: [715, 946, 769, 963]
zodiac-entry: [705, 652, 941, 746]
zodiac-entry: [705, 946, 941, 1040]
